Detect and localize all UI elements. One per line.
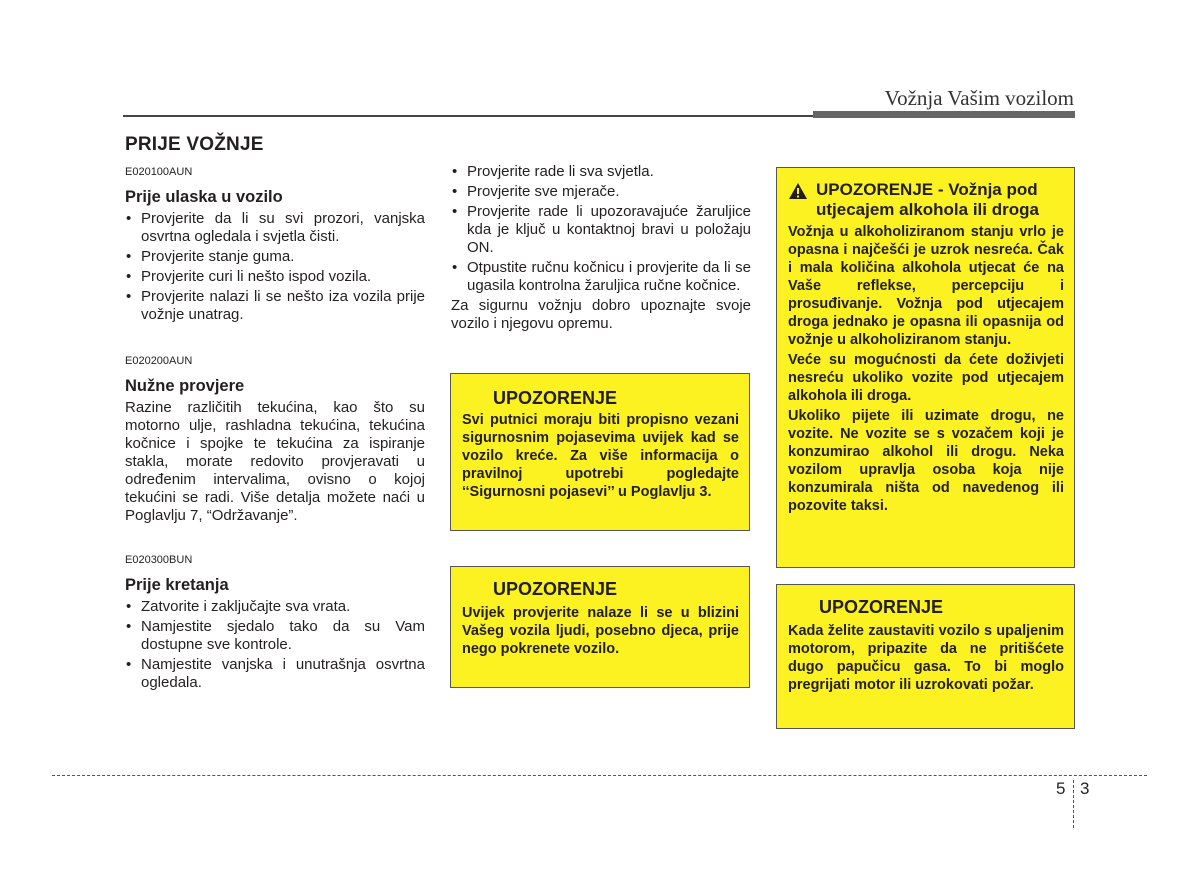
list-item: • Provjerite rade li sva svjetla. <box>451 163 751 181</box>
list-item: • Provjerite rade li upozoravajuće žaruljice kda je ključ u kontaktnoj bravi u položaju ON. <box>451 203 751 257</box>
warning-text: Ukoliko pijete ili uzimate drogu, ne vozite. Ne vozite se s vozačem koji je konzumirao alkohol ili drogu. Neka vozilom upravlja osoba koja nije konzumirala ništa od navedenog ili pozovite taksi. <box>788 408 1064 514</box>
header-rule <box>123 115 813 117</box>
running-header: Vožnja Vašim vozilom <box>884 86 1074 110</box>
warning-box-seatbelts <box>450 373 750 531</box>
list-item: • Provjerite da li su svi prozori, vanjska osvrtna ogledala i svjetla čisti. <box>125 210 425 246</box>
warning-title: UPOZORENJE <box>819 597 944 617</box>
chapter-number: 5 <box>1056 779 1066 798</box>
page-number: 3 <box>1080 779 1090 798</box>
warning-triangle-icon <box>788 182 808 200</box>
body-paragraph: Razine različitih tekućina, kao što su motorno ulje, rashladna tekućina, tekućina kočnice i spojke te tekućina za ispiranje stakla, morate redovito provjeravati u određenim intervalima, ovisno o kojoj tekućini se radi. Više detalja možete naći u Poglavlju 7, “Održavanje”. <box>125 399 425 524</box>
warning-text: Svi putnici moraju biti propisno vezani sigurnosnim pojasevima uvijek kad se vozilo kreće. Za više informacija o pravilnoj upotrebi pogledajte ‘‘Sigurnosni pojasevi’’ u Poglavlju 3. <box>462 412 739 500</box>
warning-text: Vožnja u alkoholiziranom stanju vrlo je opasna i najčešći je uzrok nesreća. Čak i mala količina alkohola utjecat će na Vaše reflekse, percepciju i prosuđivanje. Vožnja pod utjecajem droga jednako je opasna ili opasnija od vožnje u alkoholiziranom stanju. <box>788 224 1064 348</box>
list-item: • Namjestite vanjska i unutrašnja osvrtna ogledala. <box>125 656 425 692</box>
checklist <box>125 598 425 692</box>
warning-text: Kada želite zaustaviti vozilo s upaljenim motorom, pripazite da ne pritišćete dugo papučicu gasa. To bi moglo pregrijati motor ili uzrokovati požar. <box>788 623 1064 693</box>
warning-text: Uvijek provjerite nalaze li se u blizini Vašeg vozila ljudi, posebno djeca, prije nego pokrenete vozilo. <box>462 605 739 657</box>
checklist <box>451 163 751 295</box>
subheading: Prije ulaska u vozilo <box>125 188 283 206</box>
list-item: • Namjestite sjedalo tako da su Vam dostupne sve kontrole. <box>125 618 425 654</box>
header-rule-bar <box>813 111 1075 118</box>
footer-divider <box>1073 780 1074 828</box>
warning-box-engine <box>776 584 1075 729</box>
left-column <box>125 163 425 694</box>
checklist <box>125 210 425 324</box>
body-paragraph: Za sigurnu vožnju dobro upoznajte svoje vozilo i njegovu opremu. <box>451 297 751 332</box>
warning-title: UPOZORENJE <box>493 388 618 408</box>
list-item: • Provjerite sve mjerače. <box>451 183 751 201</box>
section-code: E020300BUN <box>125 554 193 566</box>
list-item: • Provjerite nalazi li se nešto iza vozila prije vožnje unatrag. <box>125 288 425 324</box>
middle-column <box>451 163 751 333</box>
warning-title: UPOZORENJE - Vožnja pod utjecajem alkohola ili droga <box>816 180 1039 219</box>
section-code: E020100AUN <box>125 166 193 178</box>
footer-rule <box>52 775 1147 776</box>
section-title: PRIJE VOŽNJE <box>125 134 264 155</box>
subheading: Prije kretanja <box>125 576 229 594</box>
warning-text: Veće su mogućnosti da ćete doživjeti nesreću ukoliko vozite pod utjecajem alkohola ili droga. <box>788 352 1064 404</box>
warning-box-alcohol <box>776 167 1075 568</box>
list-item: • Provjerite stanje guma. <box>125 248 425 266</box>
warning-box-surroundings <box>450 566 750 688</box>
list-item: • Provjerite curi li nešto ispod vozila. <box>125 268 425 286</box>
subheading: Nužne provjere <box>125 377 245 395</box>
list-item: • Otpustite ručnu kočnicu i provjerite da li se ugasila kontrolna žaruljica ručne kočnice. <box>451 259 751 295</box>
section-code: E020200AUN <box>125 355 193 367</box>
list-item: • Zatvorite i zaključajte sva vrata. <box>125 598 425 616</box>
warning-title: UPOZORENJE <box>493 579 618 599</box>
